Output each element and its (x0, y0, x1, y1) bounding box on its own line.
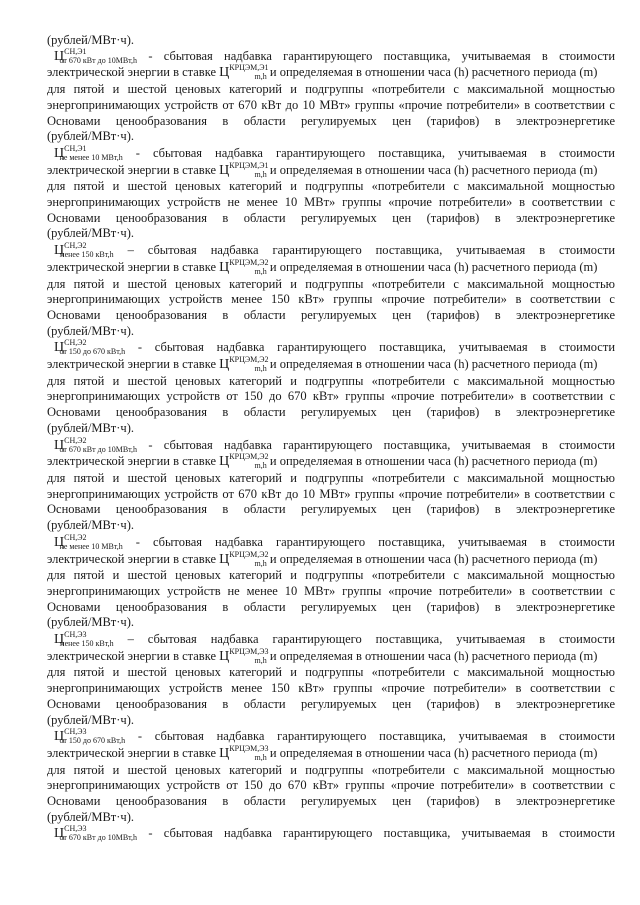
entry-tail: сбытовая надбавка гарантирующего поставщика, учитываемая в стоимости (163, 48, 616, 63)
document-page (47, 33, 615, 843)
entry-device-line: энергопринимающих устройств от 670 кВт до 10 МВт» группы «прочие потребители» в соответствии с (47, 486, 615, 501)
symbol-subscript: m,h (254, 752, 267, 762)
entry-basis-line: Основами ценообразования в области регулируемых цен (тарифов) в электроэнергетике (47, 210, 615, 225)
entry-rate-line (47, 257, 615, 277)
entry-definition-line (47, 243, 615, 260)
entry-definition-line (47, 532, 615, 552)
entry-definition-line (47, 435, 616, 455)
entry-definition-line (47, 143, 615, 163)
entry-dash: - (148, 826, 153, 841)
price-symbol (54, 435, 138, 455)
entry-rate-line (47, 454, 615, 471)
symbol-subscript: m,h (254, 461, 267, 471)
symbol-subscript: от 670 кВт до 10МВт,h (59, 55, 138, 65)
rate-pre: электрической энергии в ставке (47, 162, 217, 177)
entry-block (47, 46, 616, 145)
entry-definition-line (47, 729, 615, 746)
entry-block (47, 532, 615, 631)
price-symbol (54, 532, 123, 552)
entry-tail: сбытовая надбавка гарантирующего поставщика, учитываемая в стоимости (154, 340, 616, 355)
symbol-subscript: не менее 10 МВт,h (59, 541, 123, 551)
symbol-letter: Ц (219, 454, 230, 470)
symbol-subscript: от 150 до 670 кВт,h (59, 347, 126, 357)
symbol-letter: Ц (54, 340, 65, 356)
entry-rate-line (47, 549, 615, 569)
symbol-subscript: от 150 до 670 кВт,h (59, 736, 126, 746)
entry-block (47, 243, 615, 339)
entries-list (47, 46, 616, 826)
entry-rate-line (47, 646, 615, 666)
entry-block (47, 435, 616, 534)
price-symbol (54, 46, 138, 66)
symbol-letter: Ц (54, 243, 65, 259)
rate-post: и определяемая в отношении часа (h) расчетного периода (m) (269, 162, 598, 177)
entry-unit-line: (рублей/МВт·ч). (47, 809, 134, 824)
entry-rate-line (47, 160, 615, 180)
symbol-superscript: СН,Э3 (64, 824, 87, 834)
entry-tail: сбытовая надбавка гарантирующего поставщика, учитываемая в стоимости (154, 729, 616, 744)
symbol-letter: Ц (54, 729, 65, 745)
symbol-letter: Ц (219, 648, 230, 664)
symbol-superscript: КРЦЭМ,Э2 (229, 355, 269, 365)
symbol-subscript: m,h (254, 72, 267, 82)
symbol-superscript: СН,Э2 (64, 241, 87, 251)
symbol-superscript: СН,Э2 (64, 338, 87, 348)
symbol-letter: Ц (219, 65, 230, 81)
symbol-letter: Ц (219, 259, 230, 275)
price-symbol (54, 340, 125, 357)
symbol-subscript: m,h (254, 169, 267, 179)
entry-category-line: для пятой и шестой ценовых категорий и подгруппы «потребители с максимальной мощностью (47, 179, 615, 194)
symbol-superscript: КРЦЭМ,Э2 (229, 257, 269, 267)
rate-pre: электрической энергии в ставке (47, 745, 217, 760)
entry-category-line: для пятой и шестой ценовых категорий и подгруппы «потребители с максимальной мощностью (47, 82, 615, 97)
price-symbol (219, 357, 267, 374)
price-symbol (54, 729, 125, 746)
entry-unit-line: (рублей/МВт·ч). (47, 420, 134, 435)
entry-dash: - (137, 340, 143, 355)
entry-definition-line (47, 632, 615, 649)
symbol-superscript: СН,Э1 (64, 46, 87, 56)
symbol-subscript: m,h (254, 558, 267, 568)
entry-category-line: для пятой и шестой ценовых категорий и подгруппы «потребители с максимальной мощностью (47, 373, 615, 388)
entry-tail: сбытовая надбавка гарантирующего поставщика, учитываемая в стоимости (152, 534, 615, 549)
entry-category-line: для пятой и шестой ценовых категорий и подгруппы «потребители с максимальной мощностью (47, 470, 615, 485)
entry-block (47, 729, 615, 825)
entry-block (47, 340, 615, 436)
rate-pre: электрической энергии в ставке (47, 648, 217, 663)
entry-dash: - (137, 729, 143, 744)
symbol-superscript: КРЦЭМ,Э1 (229, 160, 269, 170)
entry-device-line: энергопринимающих устройств не менее 10 МВт» группы «прочие потребители» в соответствии с (47, 195, 615, 210)
entry-rate-line (47, 65, 615, 82)
entry-dash: - (135, 534, 140, 549)
unit-line: (рублей/МВт·ч). (47, 33, 134, 47)
symbol-letter: Ц (54, 145, 65, 161)
entry-block (47, 143, 615, 242)
price-symbol (54, 143, 123, 163)
entry-block (47, 632, 615, 728)
symbol-letter: Ц (54, 48, 65, 64)
rate-pre: электрической энергии в ставке (47, 357, 217, 372)
entry-device-line: энергопринимающих устройств не менее 10 МВт» группы «прочие потребители» в соответствии с (47, 583, 615, 598)
symbol-superscript: СН,Э2 (64, 532, 87, 542)
entry-device-line: энергопринимающих устройств менее 150 кВт» группы «прочие потребители» в соответствии с (47, 681, 615, 696)
entry-basis-line: Основами ценообразования в области регулируемых цен (тарифов) в электроэнергетике (47, 696, 615, 711)
symbol-subscript: не менее 10 МВт,h (59, 152, 123, 162)
symbol-superscript: КРЦЭМ,Э3 (229, 743, 269, 753)
entry-dash: - (148, 48, 153, 63)
entry-basis-line: Основами ценообразования в области регулируемых цен (тарифов) в электроэнергетике (47, 405, 615, 420)
symbol-superscript: СН,Э3 (64, 727, 87, 737)
rate-post: и определяемая в отношении часа (h) расчетного периода (m) (269, 648, 598, 663)
last-entry (47, 826, 615, 843)
entry-tail: сбытовая надбавка гарантирующего поставщика, учитываемая в стоимости (163, 826, 616, 841)
price-symbol (54, 632, 114, 649)
entry-device-line: энергопринимающих устройств от 150 до 670 кВт» группы «прочие потребители» в соответствии с (47, 389, 615, 404)
price-symbol (219, 646, 269, 666)
rate-post: и определяемая в отношении часа (h) расчетного периода (m) (269, 551, 598, 566)
entry-dash: – (127, 632, 134, 647)
price-symbol (219, 549, 269, 569)
rate-pre: электрической энергии в ставке (47, 65, 217, 80)
entry-basis-line: Основами ценообразования в области регулируемых цен (тарифов) в электроэнергетике (47, 113, 615, 128)
entry-category-line: для пятой и шестой ценовых категорий и подгруппы «потребители с максимальной мощностью (47, 762, 615, 777)
price-symbol (54, 243, 114, 260)
entry-tail: сбытовая надбавка гарантирующего поставщика, учитываемая в стоимости (152, 145, 615, 160)
symbol-letter: Ц (54, 437, 65, 453)
symbol-letter: Ц (219, 745, 230, 761)
entry-definition-line (47, 46, 616, 66)
entry-unit-line: (рублей/МВт·ч). (47, 712, 134, 727)
symbol-superscript: КРЦЭМ,Э3 (229, 646, 269, 656)
entry-category-line: для пятой и шестой ценовых категорий и подгруппы «потребители с максимальной мощностью (47, 276, 615, 291)
price-symbol (219, 454, 267, 471)
rate-post: и определяемая в отношении часа (h) расчетного периода (m) (269, 259, 598, 274)
symbol-superscript: КРЦЭМ,Э1 (229, 63, 269, 73)
price-symbol (219, 257, 269, 277)
entry-device-line: энергопринимающих устройств менее 150 кВт» группы «прочие потребители» в соответствии с (47, 292, 615, 307)
price-symbol (219, 65, 267, 82)
symbol-superscript: КРЦЭМ,Э2 (229, 452, 269, 462)
entry-rate-line (47, 357, 615, 374)
symbol-superscript: СН,Э1 (64, 143, 87, 153)
symbol-letter: Ц (54, 632, 65, 648)
entry-category-line: для пятой и шестой ценовых категорий и подгруппы «потребители с максимальной мощностью (47, 665, 615, 680)
price-symbol (54, 826, 137, 843)
entry-tail: сбытовая надбавка гарантирующего поставщика, учитываемая в стоимости (163, 437, 616, 452)
rate-pre: электрической энергии в ставке (47, 259, 217, 274)
entry-unit-line: (рублей/МВт·ч). (47, 518, 134, 533)
rate-post: и определяемая в отношении часа (h) расчетного периода (m) (269, 65, 598, 80)
entry-unit-line: (рублей/МВт·ч). (47, 615, 134, 630)
entry-unit-line: (рублей/МВт·ч). (47, 323, 134, 338)
entry-definition-line (47, 340, 615, 357)
entry-dash: - (148, 437, 153, 452)
symbol-letter: Ц (54, 534, 65, 550)
rate-post: и определяемая в отношении часа (h) расчетного периода (m) (269, 357, 598, 372)
entry-basis-line: Основами ценообразования в области регулируемых цен (тарифов) в электроэнергетике (47, 307, 615, 322)
symbol-letter: Ц (219, 162, 230, 178)
rate-post: и определяемая в отношении часа (h) расчетного периода (m) (269, 745, 598, 760)
symbol-superscript: КРЦЭМ,Э2 (229, 549, 269, 559)
entry-tail: сбытовая надбавка гарантирующего поставщика, учитываемая в стоимости (147, 243, 616, 258)
symbol-superscript: СН,Э2 (64, 435, 87, 445)
symbol-letter: Ц (54, 826, 65, 842)
rate-post: и определяемая в отношении часа (h) расчетного периода (m) (269, 454, 598, 469)
rate-pre: электрической энергии в ставке (47, 454, 217, 469)
symbol-letter: Ц (219, 357, 230, 373)
entry-dash: - (135, 145, 140, 160)
symbol-subscript: от 670 кВт до 10МВт,h (59, 444, 138, 454)
entry-unit-line: (рублей/МВт·ч). (47, 129, 134, 144)
entry-basis-line: Основами ценообразования в области регулируемых цен (тарифов) в электроэнергетике (47, 599, 615, 614)
symbol-subscript: менее 150 кВт,h (59, 639, 114, 649)
price-symbol (219, 743, 269, 763)
symbol-subscript: m,h (254, 364, 267, 374)
symbol-subscript: от 670 кВт до 10МВт,h (59, 833, 138, 843)
entry-category-line: для пятой и шестой ценовых категорий и подгруппы «потребители с максимальной мощностью (47, 568, 615, 583)
entry-basis-line: Основами ценообразования в области регулируемых цен (тарифов) в электроэнергетике (47, 502, 615, 517)
symbol-letter: Ц (219, 551, 230, 567)
price-symbol (219, 160, 269, 180)
entry-definition-line (47, 826, 615, 843)
entry-rate-line (47, 743, 615, 763)
rate-pre: электрической энергии в ставке (47, 551, 217, 566)
symbol-superscript: СН,Э3 (64, 630, 87, 640)
entry-device-line: энергопринимающих устройств от 150 до 670 кВт» группы «прочие потребители» в соответствии с (47, 778, 615, 793)
entry-unit-line: (рублей/МВт·ч). (47, 226, 134, 241)
symbol-subscript: m,h (254, 655, 267, 665)
symbol-subscript: менее 150 кВт,h (59, 250, 114, 260)
symbol-subscript: m,h (254, 266, 267, 276)
entry-basis-line: Основами ценообразования в области регулируемых цен (тарифов) в электроэнергетике (47, 794, 615, 809)
entry-device-line: энергопринимающих устройств от 670 кВт до 10 МВт» группы «прочие потребители» в соответствии с (47, 97, 615, 112)
entry-tail: сбытовая надбавка гарантирующего поставщика, учитываемая в стоимости (147, 632, 616, 647)
entry-dash: – (127, 243, 134, 258)
